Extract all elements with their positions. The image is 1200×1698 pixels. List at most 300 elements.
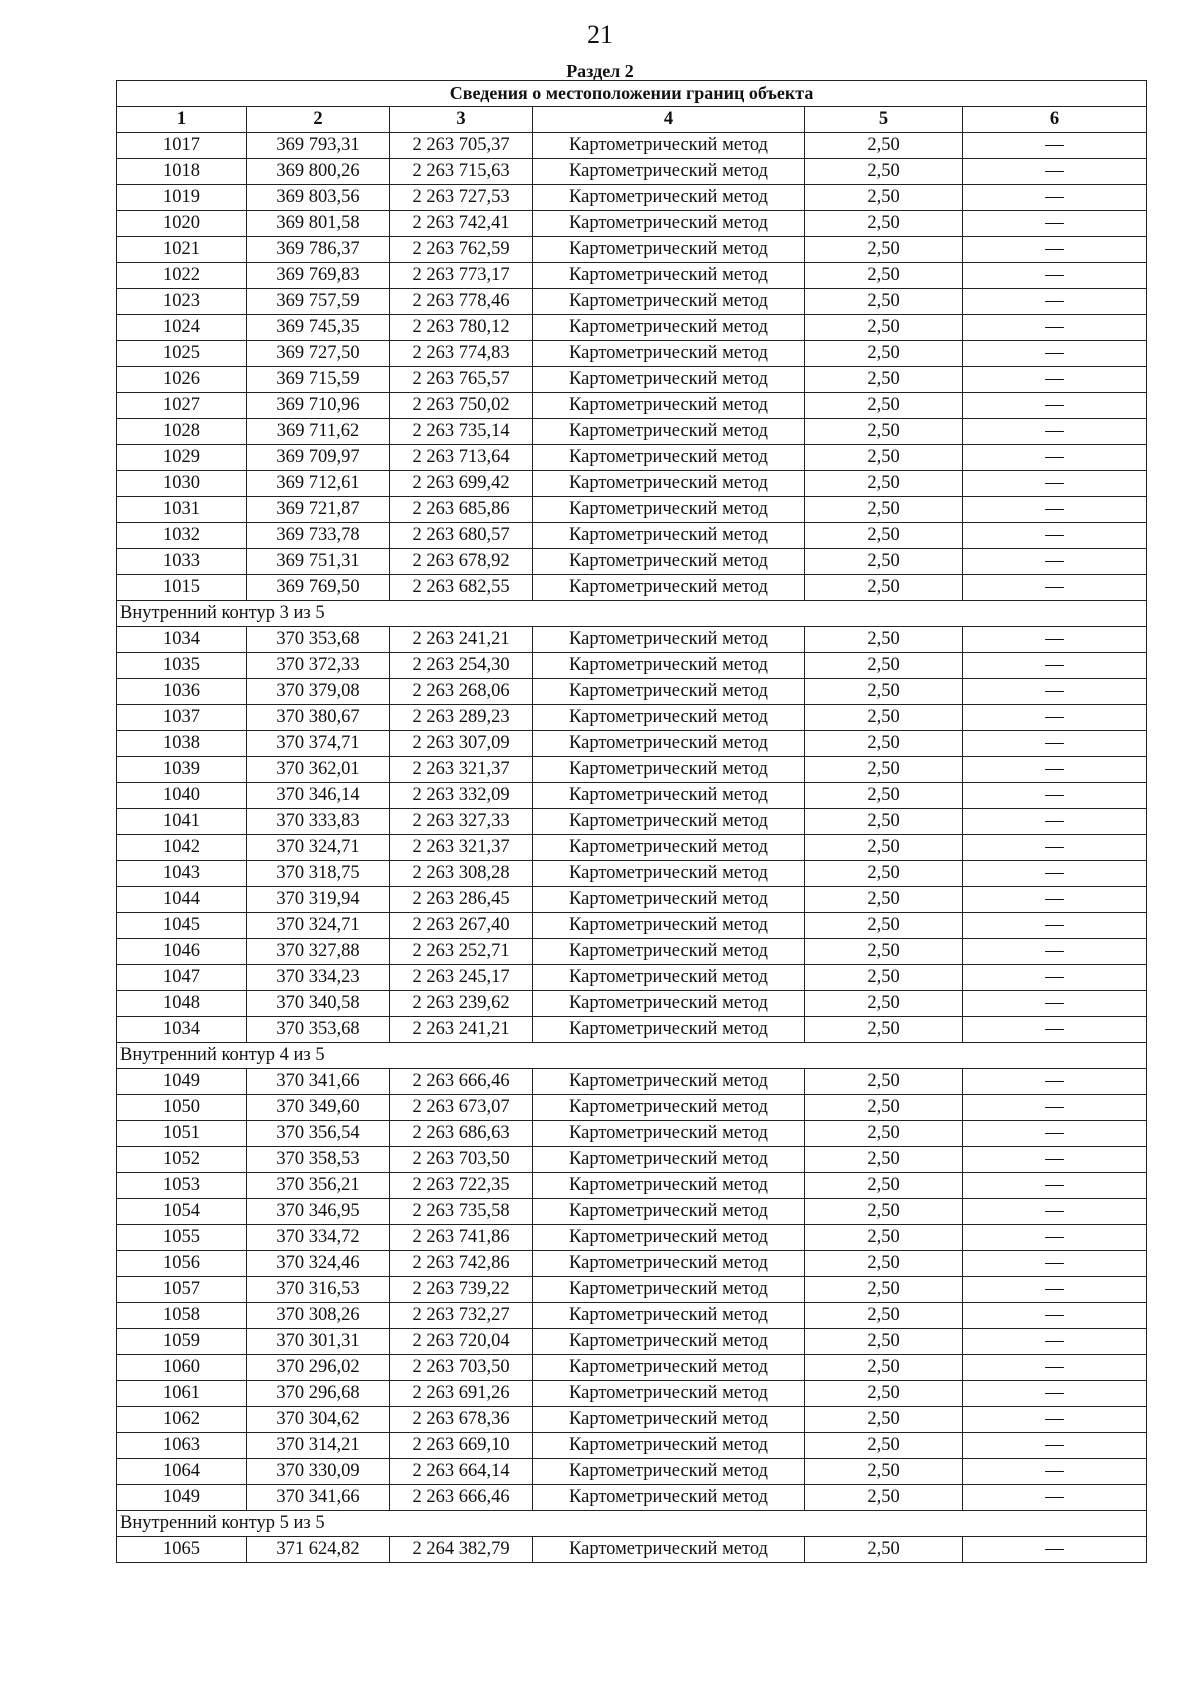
point-number-cell: 1025 [117,341,247,367]
column-header: 5 [805,107,963,133]
x-coordinate-cell: 370 319,94 [247,887,390,913]
x-coordinate-cell: 370 314,21 [247,1433,390,1459]
x-coordinate-cell: 370 346,95 [247,1199,390,1225]
x-coordinate-cell: 370 324,71 [247,835,390,861]
method-cell: Картометрический метод [533,1277,805,1303]
table-row [117,445,1147,471]
method-cell: Картометрический метод [533,1381,805,1407]
accuracy-cell: 2,50 [805,887,963,913]
method-cell: Картометрический метод [533,445,805,471]
description-cell: — [963,211,1147,237]
description-cell: — [963,1355,1147,1381]
point-number-cell: 1021 [117,237,247,263]
description-cell: — [963,991,1147,1017]
y-coordinate-cell: 2 263 666,46 [390,1485,533,1511]
table-row [117,1251,1147,1277]
table-row [117,471,1147,497]
method-cell: Картометрический метод [533,861,805,887]
x-coordinate-cell: 369 727,50 [247,341,390,367]
accuracy-cell: 2,50 [805,263,963,289]
table-caption: Сведения о местоположении границ объекта [117,81,1147,107]
y-coordinate-cell: 2 263 307,09 [390,731,533,757]
table-row [117,757,1147,783]
description-cell: — [963,1277,1147,1303]
description-cell: — [963,1433,1147,1459]
method-cell: Картометрический метод [533,185,805,211]
description-cell: — [963,315,1147,341]
accuracy-cell: 2,50 [805,315,963,341]
accuracy-cell: 2,50 [805,1199,963,1225]
accuracy-cell: 2,50 [805,159,963,185]
x-coordinate-cell: 370 308,26 [247,1303,390,1329]
method-cell: Картометрический метод [533,783,805,809]
point-number-cell: 1023 [117,289,247,315]
method-cell: Картометрический метод [533,627,805,653]
y-coordinate-cell: 2 263 699,42 [390,471,533,497]
method-cell: Картометрический метод [533,1121,805,1147]
x-coordinate-cell: 369 711,62 [247,419,390,445]
y-coordinate-cell: 2 263 241,21 [390,1017,533,1043]
accuracy-cell: 2,50 [805,1095,963,1121]
table-row [117,549,1147,575]
description-cell: — [963,835,1147,861]
x-coordinate-cell: 370 353,68 [247,1017,390,1043]
y-coordinate-cell: 2 263 682,55 [390,575,533,601]
description-cell: — [963,1407,1147,1433]
table-row [117,497,1147,523]
accuracy-cell: 2,50 [805,705,963,731]
x-coordinate-cell: 370 353,68 [247,627,390,653]
y-coordinate-cell: 2 263 713,64 [390,445,533,471]
method-cell: Картометрический метод [533,1147,805,1173]
y-coordinate-cell: 2 263 321,37 [390,757,533,783]
method-cell: Картометрический метод [533,965,805,991]
y-coordinate-cell: 2 264 382,79 [390,1537,533,1563]
y-coordinate-cell: 2 263 267,40 [390,913,533,939]
accuracy-cell: 2,50 [805,757,963,783]
description-cell: — [963,1303,1147,1329]
method-cell: Картометрический метод [533,1407,805,1433]
point-number-cell: 1045 [117,913,247,939]
accuracy-cell: 2,50 [805,367,963,393]
table-row [117,731,1147,757]
y-coordinate-cell: 2 263 286,45 [390,887,533,913]
x-coordinate-cell: 369 800,26 [247,159,390,185]
method-cell: Картометрический метод [533,653,805,679]
point-number-cell: 1052 [117,1147,247,1173]
x-coordinate-cell: 370 324,71 [247,913,390,939]
y-coordinate-cell: 2 263 327,33 [390,809,533,835]
y-coordinate-cell: 2 263 252,71 [390,939,533,965]
point-number-cell: 1035 [117,653,247,679]
description-cell: — [963,1251,1147,1277]
method-cell: Картометрический метод [533,1537,805,1563]
x-coordinate-cell: 370 349,60 [247,1095,390,1121]
table-row [117,965,1147,991]
method-cell: Картометрический метод [533,991,805,1017]
y-coordinate-cell: 2 263 268,06 [390,679,533,705]
method-cell: Картометрический метод [533,809,805,835]
x-coordinate-cell: 370 330,09 [247,1459,390,1485]
column-header-row [117,107,1147,133]
x-coordinate-cell: 369 715,59 [247,367,390,393]
y-coordinate-cell: 2 263 703,50 [390,1355,533,1381]
y-coordinate-cell: 2 263 664,14 [390,1459,533,1485]
y-coordinate-cell: 2 263 739,22 [390,1277,533,1303]
description-cell: — [963,939,1147,965]
method-cell: Картометрический метод [533,1199,805,1225]
contour-label: Внутренний контур 3 из 5 [117,601,1147,627]
point-number-cell: 1043 [117,861,247,887]
point-number-cell: 1040 [117,783,247,809]
table-row [117,1095,1147,1121]
y-coordinate-cell: 2 263 678,92 [390,549,533,575]
column-header: 4 [533,107,805,133]
point-number-cell: 1064 [117,1459,247,1485]
point-number-cell: 1029 [117,445,247,471]
accuracy-cell: 2,50 [805,1537,963,1563]
accuracy-cell: 2,50 [805,783,963,809]
description-cell: — [963,861,1147,887]
table-row [117,1069,1147,1095]
table-row [117,185,1147,211]
point-number-cell: 1034 [117,627,247,653]
table-row [117,1355,1147,1381]
table-row [117,1485,1147,1511]
accuracy-cell: 2,50 [805,627,963,653]
point-number-cell: 1019 [117,185,247,211]
y-coordinate-cell: 2 263 308,28 [390,861,533,887]
description-cell: — [963,1329,1147,1355]
table-row [117,705,1147,731]
y-coordinate-cell: 2 263 680,57 [390,523,533,549]
point-number-cell: 1061 [117,1381,247,1407]
x-coordinate-cell: 370 374,71 [247,731,390,757]
y-coordinate-cell: 2 263 321,37 [390,835,533,861]
accuracy-cell: 2,50 [805,211,963,237]
y-coordinate-cell: 2 263 735,14 [390,419,533,445]
table-row [117,627,1147,653]
x-coordinate-cell: 370 340,58 [247,991,390,1017]
table-row [117,1225,1147,1251]
accuracy-cell: 2,50 [805,419,963,445]
description-cell: — [963,341,1147,367]
accuracy-cell: 2,50 [805,185,963,211]
description-cell: — [963,1381,1147,1407]
method-cell: Картометрический метод [533,211,805,237]
method-cell: Картометрический метод [533,393,805,419]
x-coordinate-cell: 370 358,53 [247,1147,390,1173]
table-row [117,289,1147,315]
accuracy-cell: 2,50 [805,1173,963,1199]
point-number-cell: 1047 [117,965,247,991]
point-number-cell: 1049 [117,1069,247,1095]
point-number-cell: 1050 [117,1095,247,1121]
method-cell: Картометрический метод [533,523,805,549]
x-coordinate-cell: 369 786,37 [247,237,390,263]
description-cell: — [963,497,1147,523]
table-row [117,1277,1147,1303]
point-number-cell: 1038 [117,731,247,757]
accuracy-cell: 2,50 [805,445,963,471]
contour-label: Внутренний контур 4 из 5 [117,1043,1147,1069]
method-cell: Картометрический метод [533,1069,805,1095]
table-row [117,263,1147,289]
table-row [117,211,1147,237]
point-number-cell: 1048 [117,991,247,1017]
boundary-coordinates-table [116,80,1147,1563]
method-cell: Картометрический метод [533,1459,805,1485]
accuracy-cell: 2,50 [805,1277,963,1303]
y-coordinate-cell: 2 263 765,57 [390,367,533,393]
x-coordinate-cell: 369 710,96 [247,393,390,419]
y-coordinate-cell: 2 263 727,53 [390,185,533,211]
accuracy-cell: 2,50 [805,965,963,991]
description-cell: — [963,263,1147,289]
x-coordinate-cell: 370 356,54 [247,1121,390,1147]
table-row [117,419,1147,445]
method-cell: Картометрический метод [533,341,805,367]
point-number-cell: 1015 [117,575,247,601]
table-row [117,1433,1147,1459]
x-coordinate-cell: 370 296,02 [247,1355,390,1381]
x-coordinate-cell: 370 341,66 [247,1069,390,1095]
point-number-cell: 1062 [117,1407,247,1433]
method-cell: Картометрический метод [533,1225,805,1251]
x-coordinate-cell: 369 793,31 [247,133,390,159]
y-coordinate-cell: 2 263 666,46 [390,1069,533,1095]
point-number-cell: 1032 [117,523,247,549]
table-row [117,237,1147,263]
table-row [117,679,1147,705]
table-row [117,1537,1147,1563]
description-cell: — [963,1147,1147,1173]
y-coordinate-cell: 2 263 735,58 [390,1199,533,1225]
y-coordinate-cell: 2 263 332,09 [390,783,533,809]
table-row [117,809,1147,835]
description-cell: — [963,757,1147,783]
method-cell: Картометрический метод [533,1095,805,1121]
x-coordinate-cell: 369 801,58 [247,211,390,237]
method-cell: Картометрический метод [533,731,805,757]
accuracy-cell: 2,50 [805,497,963,523]
y-coordinate-cell: 2 263 774,83 [390,341,533,367]
y-coordinate-cell: 2 263 722,35 [390,1173,533,1199]
description-cell: — [963,575,1147,601]
description-cell: — [963,1537,1147,1563]
y-coordinate-cell: 2 263 773,17 [390,263,533,289]
method-cell: Картометрический метод [533,549,805,575]
table-row [117,1173,1147,1199]
y-coordinate-cell: 2 263 750,02 [390,393,533,419]
table-row [117,1381,1147,1407]
method-cell: Картометрический метод [533,315,805,341]
description-cell: — [963,445,1147,471]
contour-label: Внутренний контур 5 из 5 [117,1511,1147,1537]
accuracy-cell: 2,50 [805,393,963,419]
table-row [117,315,1147,341]
method-cell: Картометрический метод [533,887,805,913]
table-row [117,887,1147,913]
accuracy-cell: 2,50 [805,133,963,159]
table-row [117,367,1147,393]
x-coordinate-cell: 370 334,23 [247,965,390,991]
description-cell: — [963,523,1147,549]
x-coordinate-cell: 370 296,68 [247,1381,390,1407]
column-header: 2 [247,107,390,133]
x-coordinate-cell: 370 362,01 [247,757,390,783]
x-coordinate-cell: 371 624,82 [247,1537,390,1563]
description-cell: — [963,887,1147,913]
y-coordinate-cell: 2 263 245,17 [390,965,533,991]
method-cell: Картометрический метод [533,1485,805,1511]
method-cell: Картометрический метод [533,1329,805,1355]
x-coordinate-cell: 369 769,83 [247,263,390,289]
column-header: 6 [963,107,1147,133]
y-coordinate-cell: 2 263 685,86 [390,497,533,523]
accuracy-cell: 2,50 [805,809,963,835]
method-cell: Картометрический метод [533,913,805,939]
accuracy-cell: 2,50 [805,913,963,939]
x-coordinate-cell: 370 341,66 [247,1485,390,1511]
method-cell: Картометрический метод [533,757,805,783]
point-number-cell: 1055 [117,1225,247,1251]
y-coordinate-cell: 2 263 720,04 [390,1329,533,1355]
accuracy-cell: 2,50 [805,731,963,757]
table-row [117,1329,1147,1355]
section-title: Раздел 2 [566,61,634,81]
description-cell: — [963,159,1147,185]
description-cell: — [963,1069,1147,1095]
table-row [117,653,1147,679]
description-cell: — [963,653,1147,679]
description-cell: — [963,1095,1147,1121]
point-number-cell: 1022 [117,263,247,289]
point-number-cell: 1027 [117,393,247,419]
y-coordinate-cell: 2 263 732,27 [390,1303,533,1329]
x-coordinate-cell: 369 709,97 [247,445,390,471]
accuracy-cell: 2,50 [805,1485,963,1511]
point-number-cell: 1017 [117,133,247,159]
table-row [117,133,1147,159]
table-row [117,1407,1147,1433]
accuracy-cell: 2,50 [805,1303,963,1329]
accuracy-cell: 2,50 [805,1251,963,1277]
description-cell: — [963,1199,1147,1225]
y-coordinate-cell: 2 263 254,30 [390,653,533,679]
column-header: 1 [117,107,247,133]
y-coordinate-cell: 2 263 742,86 [390,1251,533,1277]
point-number-cell: 1049 [117,1485,247,1511]
x-coordinate-cell: 370 304,62 [247,1407,390,1433]
contour-row [117,1043,1147,1069]
point-number-cell: 1059 [117,1329,247,1355]
description-cell: — [963,965,1147,991]
table-row [117,1121,1147,1147]
accuracy-cell: 2,50 [805,1433,963,1459]
y-coordinate-cell: 2 263 241,21 [390,627,533,653]
y-coordinate-cell: 2 263 239,62 [390,991,533,1017]
method-cell: Картометрический метод [533,835,805,861]
point-number-cell: 1065 [117,1537,247,1563]
point-number-cell: 1042 [117,835,247,861]
x-coordinate-cell: 370 324,46 [247,1251,390,1277]
point-number-cell: 1060 [117,1355,247,1381]
y-coordinate-cell: 2 263 678,36 [390,1407,533,1433]
accuracy-cell: 2,50 [805,991,963,1017]
description-cell: — [963,367,1147,393]
method-cell: Картометрический метод [533,575,805,601]
page-number: 21 [587,20,613,49]
description-cell: — [963,809,1147,835]
x-coordinate-cell: 370 346,14 [247,783,390,809]
point-number-cell: 1041 [117,809,247,835]
y-coordinate-cell: 2 263 289,23 [390,705,533,731]
y-coordinate-cell: 2 263 705,37 [390,133,533,159]
table-row [117,393,1147,419]
x-coordinate-cell: 370 334,72 [247,1225,390,1251]
description-cell: — [963,731,1147,757]
description-cell: — [963,289,1147,315]
x-coordinate-cell: 370 333,83 [247,809,390,835]
table-row [117,523,1147,549]
table-row [117,913,1147,939]
accuracy-cell: 2,50 [805,1381,963,1407]
description-cell: — [963,133,1147,159]
point-number-cell: 1056 [117,1251,247,1277]
description-cell: — [963,1485,1147,1511]
description-cell: — [963,419,1147,445]
x-coordinate-cell: 369 712,61 [247,471,390,497]
method-cell: Картометрический метод [533,1251,805,1277]
accuracy-cell: 2,50 [805,1225,963,1251]
accuracy-cell: 2,50 [805,471,963,497]
contour-row [117,601,1147,627]
y-coordinate-cell: 2 263 778,46 [390,289,533,315]
method-cell: Картометрический метод [533,263,805,289]
x-coordinate-cell: 370 327,88 [247,939,390,965]
y-coordinate-cell: 2 263 715,63 [390,159,533,185]
point-number-cell: 1020 [117,211,247,237]
method-cell: Картометрический метод [533,471,805,497]
accuracy-cell: 2,50 [805,289,963,315]
y-coordinate-cell: 2 263 691,26 [390,1381,533,1407]
accuracy-cell: 2,50 [805,1407,963,1433]
x-coordinate-cell: 369 721,87 [247,497,390,523]
x-coordinate-cell: 369 769,50 [247,575,390,601]
description-cell: — [963,185,1147,211]
y-coordinate-cell: 2 263 762,59 [390,237,533,263]
point-number-cell: 1057 [117,1277,247,1303]
x-coordinate-cell: 370 301,31 [247,1329,390,1355]
point-number-cell: 1026 [117,367,247,393]
description-cell: — [963,1459,1147,1485]
method-cell: Картометрический метод [533,497,805,523]
contour-row [117,1511,1147,1537]
table-row [117,835,1147,861]
method-cell: Картометрический метод [533,289,805,315]
point-number-cell: 1051 [117,1121,247,1147]
point-number-cell: 1034 [117,1017,247,1043]
description-cell: — [963,705,1147,731]
table-row [117,1147,1147,1173]
description-cell: — [963,1017,1147,1043]
y-coordinate-cell: 2 263 673,07 [390,1095,533,1121]
table-row [117,1199,1147,1225]
accuracy-cell: 2,50 [805,1459,963,1485]
point-number-cell: 1024 [117,315,247,341]
table-caption-row [117,81,1147,107]
